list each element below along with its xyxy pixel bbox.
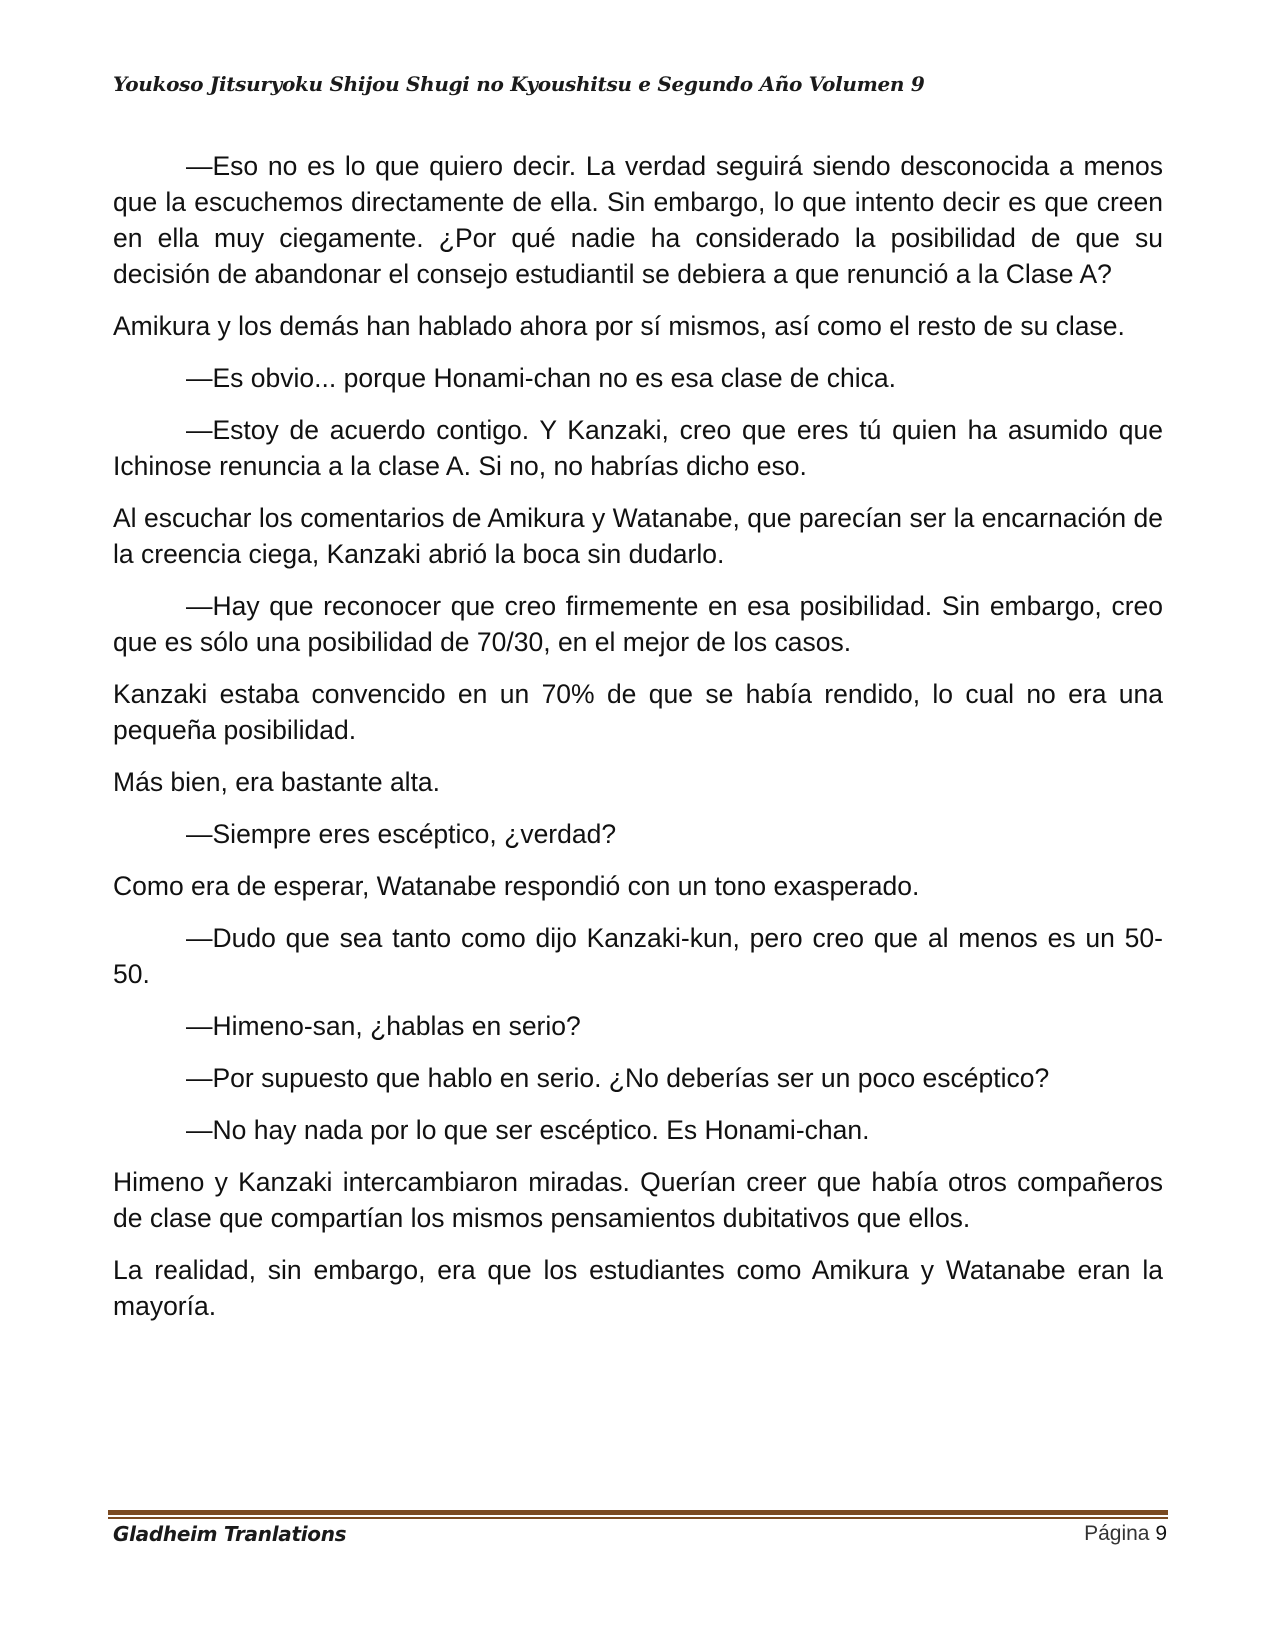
footer-page-indicator [1084, 1522, 1167, 1546]
paragraph: —No hay nada por lo que ser escéptico. Es Honami-chan. [186, 1115, 870, 1145]
paragraph: —Dudo que sea tanto como dijo Kanzaki-kun, pero creo que al menos es un 50-50. [113, 923, 1163, 989]
paragraph: —Himeno-san, ¿hablas en serio? [186, 1011, 581, 1041]
footer-divider-thick [108, 1510, 1168, 1515]
paragraph: Himeno y Kanzaki intercambiaron miradas. Querían creer que había otros compañeros de clase que compartían los mismos pensamientos dubitativos que ellos. [113, 1167, 1163, 1233]
paragraph: Al escuchar los comentarios de Amikura y Watanabe, que parecían ser la encarnación de la creencia ciega, Kanzaki abrió la boca sin dudarlo. [113, 503, 1163, 569]
page-header-title: Youkoso Jitsuryoku Shijou Shugi no Kyoushitsu e Segundo Año Volumen 9 [113, 72, 925, 96]
paragraph: —Hay que reconocer que creo firmemente en esa posibilidad. Sin embargo, creo que es sólo una posibilidad de 70/30, en el mejor de los casos. [113, 591, 1163, 657]
page-label: Página [1084, 1522, 1150, 1545]
paragraph: Más bien, era bastante alta. [113, 767, 441, 797]
footer-publisher: Gladheim Tranlations [113, 1522, 347, 1546]
page-body [113, 148, 1163, 1340]
paragraph: Amikura y los demás han hablado ahora por sí mismos, así como el resto de su clase. [113, 311, 1125, 341]
footer-divider-thin [108, 1517, 1168, 1519]
paragraph: —Siempre eres escéptico, ¿verdad? [186, 819, 617, 849]
paragraph: —Por supuesto que hablo en serio. ¿No deberías ser un poco escéptico? [186, 1063, 1050, 1093]
paragraph: —Es obvio... porque Honami-chan no es esa clase de chica. [186, 363, 897, 393]
paragraph: —Estoy de acuerdo contigo. Y Kanzaki, creo que eres tú quien ha asumido que Ichinose renuncia a la clase A. Si no, no habrías dicho eso. [113, 415, 1163, 481]
paragraph: Como era de esperar, Watanabe respondió con un tono exasperado. [113, 871, 920, 901]
paragraph: La realidad, sin embargo, era que los estudiantes como Amikura y Watanabe eran la mayoría. [113, 1255, 1163, 1321]
paragraph: —Eso no es lo que quiero decir. La verdad seguirá siendo desconocida a menos que la escuchemos directamente de ella. Sin embargo, lo que intento decir es que creen en ella muy ciegamente. ¿Por qué nadie ha considerado la posibilidad de que su decisión de abandonar el consejo estudiantil se debiera a que renunció a la Clase A? [113, 151, 1163, 289]
page-number: 9 [1155, 1522, 1167, 1545]
paragraph: Kanzaki estaba convencido en un 70% de que se había rendido, lo cual no era una pequeña posibilidad. [113, 679, 1163, 745]
